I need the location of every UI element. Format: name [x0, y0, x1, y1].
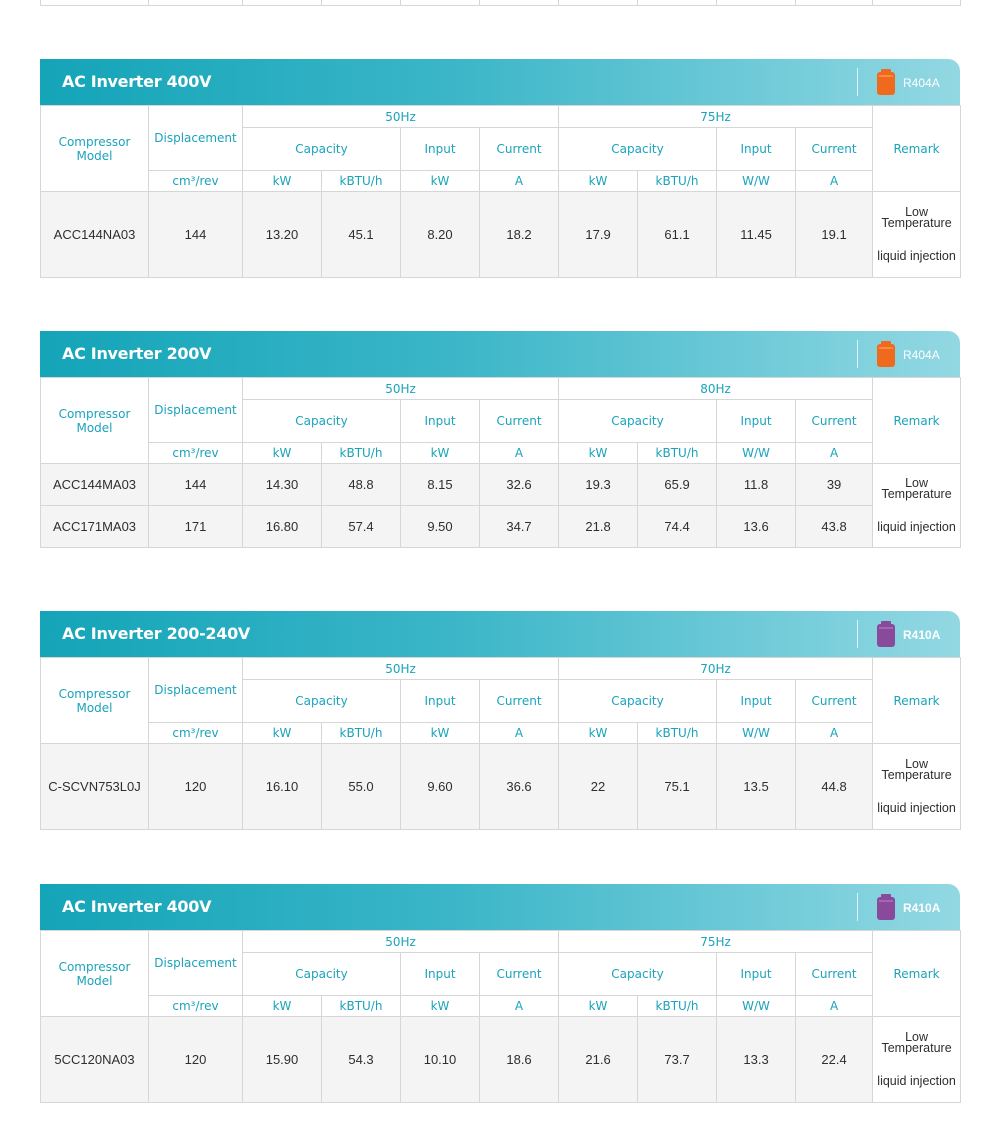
table-row: [41, 744, 961, 830]
header-capacity: Capacity: [243, 400, 401, 443]
header-current: Current: [480, 128, 559, 171]
cell-input-2: 13.3: [717, 1017, 796, 1103]
cell-capacity-kw-2: 22: [559, 744, 638, 830]
header-current: Current: [480, 953, 559, 996]
header-frequency-2: 75Hz: [559, 931, 873, 953]
unit-kw: kW: [401, 171, 480, 192]
cell-current-2: 44.8: [796, 744, 873, 830]
remark-line-2: Temperature: [881, 216, 952, 230]
cell-capacity-kbtu-2: 73.7: [638, 1017, 717, 1103]
unit-kw: kW: [243, 723, 322, 744]
cell-input-2: 11.8: [717, 464, 796, 506]
header-current: Current: [480, 400, 559, 443]
purple-refrigerant-can-icon: [876, 894, 896, 920]
cell-input-1: 8.20: [401, 192, 480, 278]
unit-a: A: [480, 443, 559, 464]
cell-capacity-kw-2: 17.9: [559, 192, 638, 278]
remark-line-3: liquid injection: [877, 1074, 956, 1088]
table-banner: [40, 884, 960, 930]
header-frequency-1: 50Hz: [243, 378, 559, 400]
cell-capacity-kw-2: 21.8: [559, 506, 638, 548]
table-title: AC Inverter 400V: [62, 897, 212, 916]
cell-current-1: 36.6: [480, 744, 559, 830]
header-current: Current: [796, 680, 873, 723]
cell-displacement: 171: [149, 506, 243, 548]
table-title: AC Inverter 400V: [62, 72, 212, 91]
cell-current-2: 43.8: [796, 506, 873, 548]
cell-remark: [873, 192, 961, 278]
cell-current-1: 34.7: [480, 506, 559, 548]
cell-remark: [873, 464, 961, 548]
table-title: AC Inverter 200V: [62, 344, 212, 363]
header-frequency-2: 70Hz: [559, 658, 873, 680]
header-capacity: Capacity: [243, 953, 401, 996]
cell-displacement: 144: [149, 192, 243, 278]
spec-table: [40, 657, 961, 830]
spec-table: [40, 930, 961, 1103]
unit-ww: W/W: [717, 996, 796, 1017]
header-input: Input: [717, 128, 796, 171]
header-input: Input: [717, 953, 796, 996]
header-input: Input: [401, 400, 480, 443]
banner-divider: [857, 340, 858, 368]
unit-displacement: cm³/rev: [149, 443, 243, 464]
cell-capacity-kbtu-2: 65.9: [638, 464, 717, 506]
header-compressor-model: Compressor Model: [41, 658, 149, 744]
unit-kbtu: kBTU/h: [322, 171, 401, 192]
remark-line-3: liquid injection: [877, 801, 956, 815]
cell-current-2: 22.4: [796, 1017, 873, 1103]
cell-capacity-kw-1: 14.30: [243, 464, 322, 506]
unit-kw: kW: [401, 443, 480, 464]
cell-capacity-kbtu-2: 61.1: [638, 192, 717, 278]
cell-model: 5CC120NA03: [41, 1017, 149, 1103]
remark-line-2: Temperature: [881, 487, 952, 501]
header-current: Current: [796, 953, 873, 996]
cell-model: C-SCVN753L0J: [41, 744, 149, 830]
cell-capacity-kw-2: 21.6: [559, 1017, 638, 1103]
cell-capacity-kw-1: 16.10: [243, 744, 322, 830]
table-row: [41, 1017, 961, 1103]
remark-line-1: Low: [905, 757, 929, 771]
header-current: Current: [480, 680, 559, 723]
refrigerant-label: R410A: [903, 901, 941, 915]
refrigerant-label: R410A: [903, 628, 941, 642]
spec-table: [40, 105, 961, 278]
header-capacity: Capacity: [559, 400, 717, 443]
header-input: Input: [717, 400, 796, 443]
cell-displacement: 120: [149, 744, 243, 830]
cell-current-1: 18.6: [480, 1017, 559, 1103]
table-banner: [40, 611, 960, 657]
unit-ww: W/W: [717, 171, 796, 192]
unit-kbtu: kBTU/h: [322, 443, 401, 464]
cell-model: ACC171MA03: [41, 506, 149, 548]
cell-capacity-kbtu-1: 55.0: [322, 744, 401, 830]
cell-capacity-kbtu-1: 45.1: [322, 192, 401, 278]
unit-ww: W/W: [717, 443, 796, 464]
unit-a: A: [480, 723, 559, 744]
cell-current-2: 39: [796, 464, 873, 506]
cell-input-1: 10.10: [401, 1017, 480, 1103]
orange-refrigerant-can-icon: [876, 341, 896, 367]
cell-capacity-kw-2: 19.3: [559, 464, 638, 506]
cell-current-1: 32.6: [480, 464, 559, 506]
purple-refrigerant-can-icon: [876, 621, 896, 647]
unit-kw: kW: [559, 723, 638, 744]
header-input: Input: [717, 680, 796, 723]
spec-table-block-2: [40, 331, 960, 548]
unit-kw: kW: [243, 443, 322, 464]
header-frequency-1: 50Hz: [243, 931, 559, 953]
header-remark: Remark: [873, 378, 961, 464]
remark-line-3: liquid injection: [877, 520, 956, 534]
remark-line-1: Low: [905, 1030, 929, 1044]
cell-input-1: 8.15: [401, 464, 480, 506]
table-row: [41, 506, 961, 548]
cell-capacity-kbtu-1: 48.8: [322, 464, 401, 506]
spec-table-block-4: [40, 884, 960, 1103]
table-banner: [40, 59, 960, 105]
header-current: Current: [796, 400, 873, 443]
cell-capacity-kbtu-1: 54.3: [322, 1017, 401, 1103]
header-displacement: Displacement: [149, 378, 243, 443]
header-frequency-2: 75Hz: [559, 106, 873, 128]
header-compressor-model: Compressor Model: [41, 106, 149, 192]
unit-ww: W/W: [717, 723, 796, 744]
unit-kbtu: kBTU/h: [638, 996, 717, 1017]
cell-input-2: 13.5: [717, 744, 796, 830]
previous-table-fragment: [40, 0, 960, 6]
refrigerant-label: R404A: [903, 348, 940, 362]
remark-line-2: Temperature: [881, 1041, 952, 1055]
header-compressor-model: Compressor Model: [41, 378, 149, 464]
remark-line-2: Temperature: [881, 768, 952, 782]
unit-displacement: cm³/rev: [149, 723, 243, 744]
cell-capacity-kw-1: 16.80: [243, 506, 322, 548]
cell-model: ACC144NA03: [41, 192, 149, 278]
unit-kw: kW: [559, 443, 638, 464]
header-remark: Remark: [873, 106, 961, 192]
remark-line-1: Low: [905, 205, 929, 219]
cell-capacity-kbtu-2: 75.1: [638, 744, 717, 830]
unit-a: A: [796, 443, 873, 464]
header-capacity: Capacity: [559, 953, 717, 996]
unit-displacement: cm³/rev: [149, 171, 243, 192]
spec-table-block-3: [40, 611, 960, 830]
cell-input-1: 9.60: [401, 744, 480, 830]
unit-kw: kW: [243, 171, 322, 192]
cell-input-2: 11.45: [717, 192, 796, 278]
header-capacity: Capacity: [243, 680, 401, 723]
unit-kw: kW: [243, 996, 322, 1017]
header-capacity: Capacity: [243, 128, 401, 171]
cell-capacity-kw-1: 13.20: [243, 192, 322, 278]
unit-a: A: [796, 996, 873, 1017]
cell-remark: [873, 1017, 961, 1103]
cell-displacement: 144: [149, 464, 243, 506]
remark-line-3: liquid injection: [877, 249, 956, 263]
cell-remark: [873, 744, 961, 830]
banner-divider: [857, 68, 858, 96]
banner-divider: [857, 893, 858, 921]
unit-kbtu: kBTU/h: [638, 443, 717, 464]
header-displacement: Displacement: [149, 658, 243, 723]
cell-model: ACC144MA03: [41, 464, 149, 506]
header-input: Input: [401, 953, 480, 996]
unit-a: A: [480, 171, 559, 192]
header-input: Input: [401, 680, 480, 723]
cell-capacity-kbtu-1: 57.4: [322, 506, 401, 548]
table-row: [41, 192, 961, 278]
cell-displacement: 120: [149, 1017, 243, 1103]
header-frequency-1: 50Hz: [243, 658, 559, 680]
table-row: [41, 464, 961, 506]
cell-current-2: 19.1: [796, 192, 873, 278]
unit-displacement: cm³/rev: [149, 996, 243, 1017]
cell-input-1: 9.50: [401, 506, 480, 548]
unit-kbtu: kBTU/h: [322, 996, 401, 1017]
header-current: Current: [796, 128, 873, 171]
unit-kw: kW: [559, 171, 638, 192]
refrigerant-label: R404A: [903, 76, 940, 90]
spec-table-block-1: [40, 59, 960, 278]
unit-kw: kW: [559, 996, 638, 1017]
cell-capacity-kw-1: 15.90: [243, 1017, 322, 1103]
header-frequency-1: 50Hz: [243, 106, 559, 128]
unit-kw: kW: [401, 723, 480, 744]
header-input: Input: [401, 128, 480, 171]
unit-a: A: [796, 171, 873, 192]
cell-input-2: 13.6: [717, 506, 796, 548]
header-capacity: Capacity: [559, 128, 717, 171]
cell-current-1: 18.2: [480, 192, 559, 278]
unit-a: A: [796, 723, 873, 744]
unit-kbtu: kBTU/h: [638, 723, 717, 744]
unit-a: A: [480, 996, 559, 1017]
remark-line-1: Low: [905, 476, 929, 490]
cell-capacity-kbtu-2: 74.4: [638, 506, 717, 548]
header-capacity: Capacity: [559, 680, 717, 723]
header-displacement: Displacement: [149, 106, 243, 171]
header-remark: Remark: [873, 931, 961, 1017]
spec-table: [40, 377, 961, 548]
orange-refrigerant-can-icon: [876, 69, 896, 95]
header-displacement: Displacement: [149, 931, 243, 996]
unit-kw: kW: [401, 996, 480, 1017]
header-compressor-model: Compressor Model: [41, 931, 149, 1017]
unit-kbtu: kBTU/h: [638, 171, 717, 192]
table-title: AC Inverter 200-240V: [62, 624, 250, 643]
header-frequency-2: 80Hz: [559, 378, 873, 400]
unit-kbtu: kBTU/h: [322, 723, 401, 744]
banner-divider: [857, 620, 858, 648]
header-remark: Remark: [873, 658, 961, 744]
table-banner: [40, 331, 960, 377]
